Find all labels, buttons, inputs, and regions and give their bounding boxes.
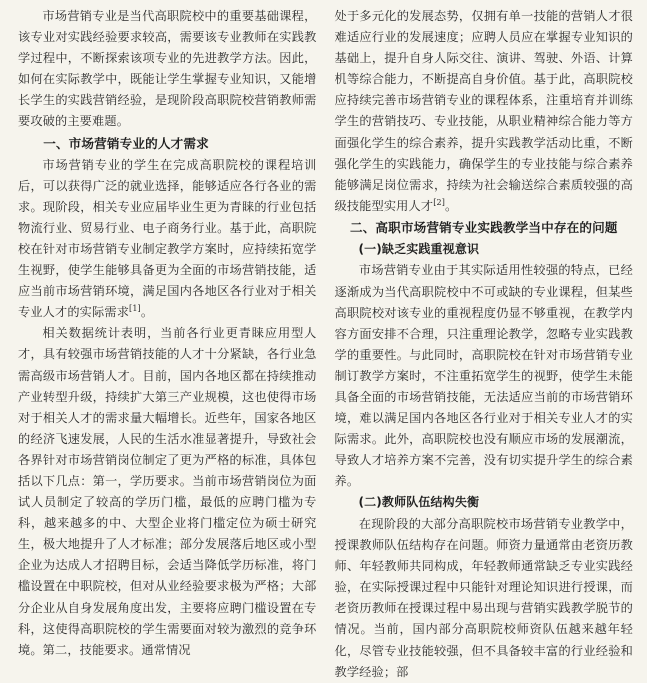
subsection-heading-practice-awareness: (一)缺乏实践重视意识 xyxy=(358,241,480,256)
talent-demand-paragraph-1 xyxy=(18,155,317,324)
talent-demand-paragraph-2: 相关数据统计表明，当前各行业更青睐应用型人才，具有较强市场营销技能的人才十分紧缺，各行业急需高级市场营销人才。目前，国内各地区都在持续推动产业转型升级，持续扩大第三产业规模，这也使得市场对于相关人才的需求量大幅增长。近些年，国家各地区的经济飞速发展，人民的生活水准显著提升，导致社会各界针对市场营销岗位制定了更为严格的标准，具体包括以下几点：第一，学历要求。当前市场营销岗位为面试人员制定了较高的学历门槛，最低的应聘门槛为专科，越来越多的中、大型企业将门槛定位为硕士研究生，极大地提升了人才标准；部分发展落后地区或小型企业为达成人才招聘目标，会适当降低学历标准，将门槛设置在中职院校，但对从业经验要求极为严格；大部分企业从自身发展角度出发，主要将应聘门槛设置在专科，这使得高职院校的学生需要面对较为激烈的竞争环境。第二，技能要求。通常情况 xyxy=(18,326,317,657)
right-column xyxy=(334,6,634,679)
continued-paragraph xyxy=(335,6,634,217)
faculty-structure-paragraph: 在现阶段的大部分高职院校市场营销专业教学中，授课教师队伍结构存在问题。师资力量通常由老资历教师、年轻教师共同构成，年轻教师通常缺乏专业实践经验，在实际授课过程中只能针对理论知识进行授课，而老资历教师在授课过程中易出现与营销实践教学脱节的情况。当前，国内部分高职院校师资队伍越来越年轻化，尽管专业技能较强，但不具备较丰富的行业经验和教学经验；部 xyxy=(334,516,633,679)
paragraph-end: 。 xyxy=(445,198,458,213)
section-heading-problems: 二、高职市场营销专业实践教学当中存在的问题 xyxy=(349,219,618,235)
citation-ref-1: [1] xyxy=(129,304,141,314)
intro-paragraph: 市场营销专业是当代高职院校中的重要基础课程，该专业对实践经验要求较高，需要该专业教师在实践教学过程中，不断探索该项专业的先进教学方法。因此，如何在实际教学中，既能让学生掌握专业知识，又能增长学生的实践营销经验，是现阶段高职院校营销教师需要攻破的主要难题。 xyxy=(18,9,317,129)
subsection-heading-faculty-structure: (二)教师队伍结构失衡 xyxy=(358,495,480,510)
citation-ref-2: [2] xyxy=(433,197,445,207)
left-column xyxy=(18,6,317,657)
paragraph-text: 市场营销专业的学生在完成高职院校的课程培训后，可以获得广泛的就业选择，能够适应各行各业的需求。现阶段，相关专业应届毕业生更为青睐的行业包括物流行业、贸易行业、电子商务行业。基于此，高职院校在针对市场营销专业制定教学方案时，应持续拓宽学生视野，使学生能够具备更为全面的市场营销技能，适应当前市场营销环境，满足国内各地区各行业对于相关专业人才的实际需求 xyxy=(18,157,317,320)
section-heading-talent-demand: 一、市场营销专业的人才需求 xyxy=(43,135,209,151)
paragraph-end: 。 xyxy=(140,305,154,320)
practice-awareness-paragraph: 市场营销专业由于其实际适用性较强的特点，已经逐渐成为当代高职院校中不可或缺的专业课程，但某些高职院校对该专业的重视程度仍显不够重视，在教学内容方面安排不合理，只注重理论教学，忽略专业实践教学的重要性。与此同时，高职院校在针对市场营销专业制订教学方案时，不注重拓宽学生的视野，使学生未能具备全面的市场营销技能，无法适应当前的市场营销环境，难以满足国内各地区各行业对于相关专业人才的实际需求。此外，高职院校也没有顺应市场的发展潮流，导致人才培养方案不完善，没有切实提升学生的综合素养。 xyxy=(334,263,633,489)
paragraph-text: 处于多元化的发展态势，仅拥有单一技能的营销人才很难适应行业的发展速度；应聘人员应在掌握专业知识的基础上，提升自身人际交往、演讲、驾驶、外语、计算机等综合能力，不断提高自身价值。基于此，高职院校应持续完善市场营销专业的课程体系，注重培育并训练学生的营销技巧、专业技能，从职业精神综合能力等方面强化学生的综合素养，提升实践教学活动比重，不断强化学生的实践能力，确保学生的专业技能与综合素养能够满足岗位需求，持续为社会输送综合素质较强的高级技能型实用人才 xyxy=(334,9,633,213)
